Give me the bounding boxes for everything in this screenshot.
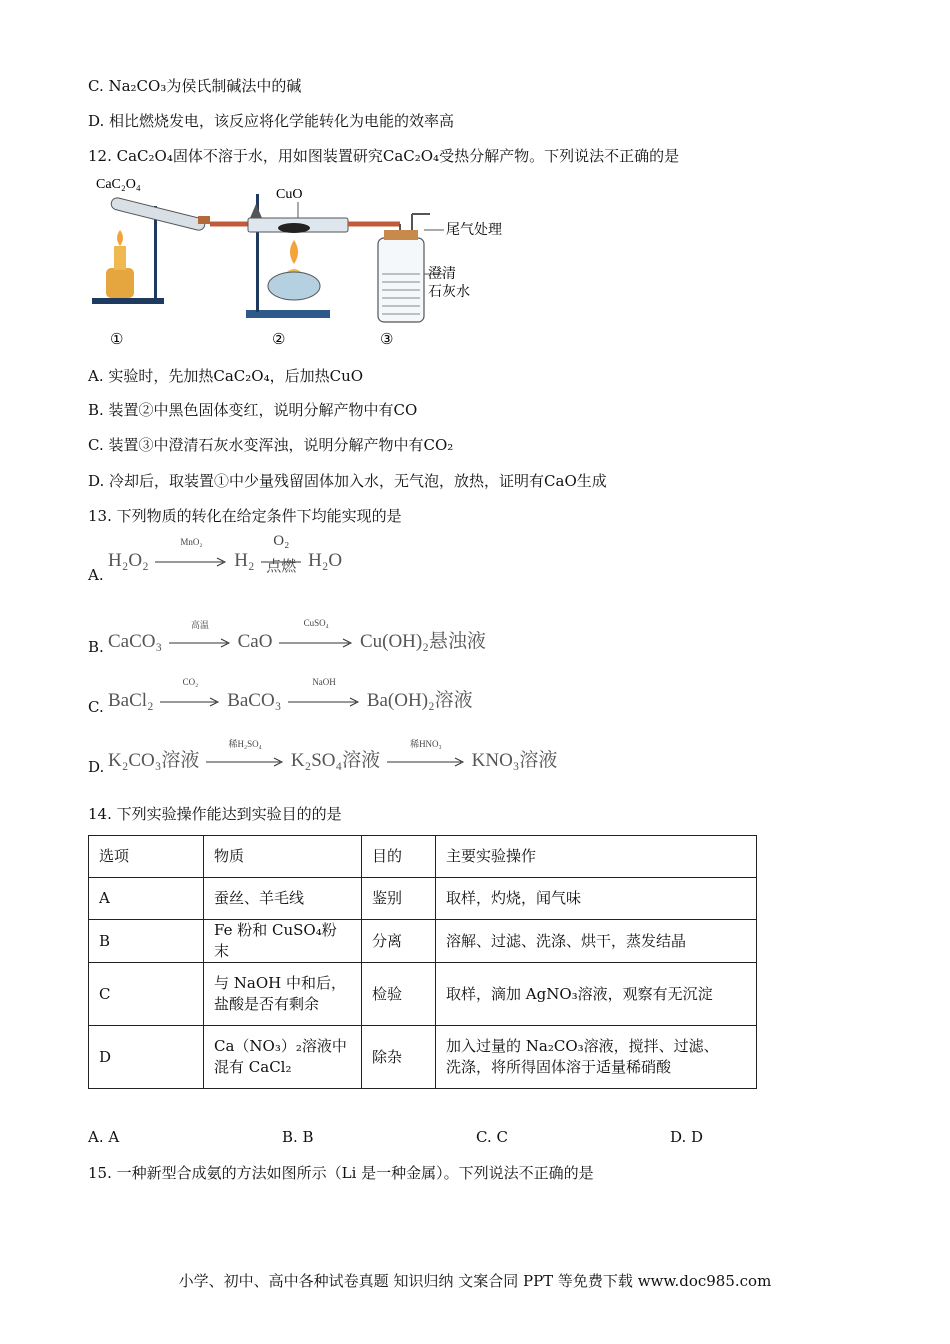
header-option: 选项 bbox=[89, 836, 204, 878]
q13-option-b-formula bbox=[108, 617, 486, 654]
q13-option-a-formula bbox=[108, 532, 343, 575]
q13-option-d-letter: D. bbox=[88, 758, 105, 776]
cell-purpose: 鉴别 bbox=[362, 878, 436, 920]
cell-operation-line-1: 取样，滴加 AgNO₃溶液，观察有无沉淀 bbox=[446, 984, 713, 1003]
clamp-2 bbox=[250, 204, 262, 218]
q13d-substance-3: KNO₃溶液 bbox=[471, 750, 558, 771]
q13b-substance-1: CaCO₃ bbox=[108, 631, 163, 652]
q13a-substance-1: H₂O₂ bbox=[108, 550, 149, 571]
q13a-condition-2-top: O₂ bbox=[273, 532, 290, 549]
right-arrow-icon bbox=[206, 757, 284, 767]
q13-option-d-formula bbox=[108, 738, 558, 773]
q13-option-c-letter: C. bbox=[88, 698, 104, 716]
q13a-arrow-1 bbox=[155, 536, 227, 573]
q14-table bbox=[88, 835, 757, 1089]
cell-option: A bbox=[89, 878, 204, 920]
question-12-option-c: C. 装置③中澄清石灰水变浑浊，说明分解产物中有CO₂ bbox=[88, 436, 454, 454]
q13a-substance-3: H₂O bbox=[308, 550, 343, 571]
q13d-substance-2: K₂SO₄溶液 bbox=[290, 750, 381, 771]
cell-substance bbox=[204, 1026, 362, 1089]
q13b-condition-1: 高温 bbox=[190, 619, 209, 630]
q13d-substance-1: K₂CO₃溶液 bbox=[108, 750, 200, 771]
flame-2 bbox=[290, 240, 298, 264]
q13b-condition-2: CuSO₄ bbox=[303, 617, 329, 628]
table-row bbox=[89, 920, 757, 963]
cell-substance bbox=[204, 878, 362, 920]
cell-operation-line-2: 洗涤，将所得固体溶于适量稀硝酸 bbox=[446, 1058, 672, 1076]
right-arrow-icon bbox=[160, 697, 220, 707]
right-arrow-icon bbox=[387, 757, 465, 767]
q13c-arrow-2 bbox=[288, 676, 360, 713]
q13c-substance-1: BaCl₂ bbox=[108, 690, 154, 711]
cell-substance-line-2: 盐酸是否有剩余 bbox=[214, 995, 320, 1013]
cell-substance-line-2: 混有 CaCl₂ bbox=[214, 1058, 292, 1076]
q13d-condition-1: 稀H₂SO₄ bbox=[228, 738, 262, 749]
label-limewater-1: 澄清 bbox=[428, 266, 456, 282]
cell-operation-line-1: 取样，灼烧，闻气味 bbox=[446, 889, 582, 907]
label-device-2: ② bbox=[272, 330, 286, 348]
answer-choice-a: A. A bbox=[88, 1128, 120, 1146]
cell-substance-line-1: 蚕丝、羊毛线 bbox=[214, 889, 305, 907]
right-arrow-icon bbox=[288, 697, 360, 707]
apparatus-diagram bbox=[88, 174, 508, 354]
q13c-condition-1: CO₂ bbox=[182, 676, 199, 687]
bottle-stopper bbox=[384, 230, 418, 240]
q13-option-b-letter: B. bbox=[88, 638, 104, 656]
table-row bbox=[89, 1026, 757, 1089]
flame-1 bbox=[117, 230, 123, 246]
cell-operation bbox=[436, 963, 757, 1026]
answer-choice-d: D. D bbox=[670, 1128, 704, 1146]
q13d-arrow-1 bbox=[206, 738, 284, 773]
question-13-stem: 13. 下列物质的转化在给定条件下均能实现的是 bbox=[88, 507, 402, 525]
cell-operation bbox=[436, 878, 757, 920]
q13-option-a-letter: A. bbox=[88, 566, 104, 584]
right-arrow-icon bbox=[279, 638, 353, 648]
header-substance: 物质 bbox=[204, 836, 362, 878]
q13c-substance-3: Ba(OH)₂溶液 bbox=[366, 690, 473, 711]
q13c-condition-2: NaOH bbox=[312, 676, 336, 687]
table-row bbox=[89, 878, 757, 920]
answer-choice-b: B. B bbox=[282, 1128, 314, 1146]
label-cac2o4: CaC₂O₄ bbox=[96, 177, 141, 192]
cell-option: B bbox=[89, 920, 204, 963]
q13a-condition-1: MnO₂ bbox=[180, 536, 203, 547]
question-15-stem: 15. 一种新型合成氨的方法如图所示（Li 是一种金属）。下列说法不正确的是 bbox=[88, 1164, 594, 1182]
burner-1-body bbox=[106, 268, 134, 298]
stopper-1 bbox=[198, 216, 210, 224]
q13-option-c-formula bbox=[108, 676, 473, 713]
label-limewater-2: 石灰水 bbox=[428, 284, 470, 300]
cell-purpose: 分离 bbox=[362, 920, 436, 963]
table-row bbox=[89, 963, 757, 1026]
question-12-option-d: D. 冷却后，取装置①中少量残留固体加入水，无气泡，放热，证明有CaO生成 bbox=[88, 472, 607, 490]
q13d-condition-2: 稀HNO₃ bbox=[410, 738, 442, 749]
cell-option: D bbox=[89, 1026, 204, 1089]
question-11-option-d: D. 相比燃烧发电，该反应将化学能转化为电能的效率高 bbox=[88, 112, 455, 130]
cell-substance bbox=[204, 920, 362, 963]
label-device-1: ① bbox=[110, 330, 124, 348]
label-device-3: ③ bbox=[380, 330, 394, 348]
question-12-option-a: A. 实验时，先加热CaC₂O₄，后加热CuO bbox=[88, 367, 364, 385]
right-arrow-icon bbox=[169, 638, 231, 648]
apparatus-figure bbox=[88, 174, 508, 358]
cell-substance-line-1: 与 NaOH 中和后， bbox=[214, 974, 346, 992]
q13b-arrow-2 bbox=[279, 617, 353, 654]
question-11-option-c: C. Na₂CO₃为侯氏制碱法中的碱 bbox=[88, 77, 302, 95]
alcohol-lamp-body bbox=[268, 272, 320, 300]
q13a-arrow-2 bbox=[261, 532, 301, 575]
question-12-stem: 12. CaC₂O₄固体不溶于水，用如图装置研究CaC₂O₄受热分解产物。下列说法不正确的是 bbox=[88, 147, 680, 165]
washing-bottle bbox=[378, 238, 424, 322]
label-tail-gas: 尾气处理 bbox=[446, 222, 502, 238]
cell-option: C bbox=[89, 963, 204, 1026]
table-header-row bbox=[89, 836, 757, 878]
cell-operation bbox=[436, 920, 757, 963]
right-arrow-icon bbox=[155, 557, 227, 567]
cell-operation-line-1: 加入过量的 Na₂CO₃溶液，搅拌、过滤、 bbox=[446, 1037, 719, 1055]
cell-purpose: 除杂 bbox=[362, 1026, 436, 1089]
cell-operation bbox=[436, 1026, 757, 1089]
q13b-substance-2: CaO bbox=[237, 631, 273, 652]
q13b-arrow-1 bbox=[169, 619, 231, 654]
header-operation: 主要实验操作 bbox=[436, 836, 757, 878]
question-14-stem: 14. 下列实验操作能达到实验目的的是 bbox=[88, 805, 342, 823]
q13c-substance-2: BaCO₃ bbox=[227, 690, 282, 711]
burner-1-tube bbox=[114, 246, 126, 270]
label-cuo: CuO bbox=[276, 187, 303, 202]
cell-substance bbox=[204, 963, 362, 1026]
stand-base-1 bbox=[92, 298, 164, 304]
page-footer: 小学、初中、高中各种试卷真题 知识归纳 文案合同 PPT 等免费下载 www.doc985.com bbox=[178, 1272, 772, 1290]
cell-substance-line-1: Ca（NO₃）₂溶液中 bbox=[214, 1037, 347, 1055]
q13b-substance-3: Cu(OH)₂悬浊液 bbox=[359, 631, 486, 652]
q13c-arrow-1 bbox=[160, 676, 220, 713]
q13a-condition-2-bottom: 点燃 bbox=[266, 558, 297, 575]
cell-substance-line-1: Fe 粉和 CuSO₄粉末 bbox=[214, 921, 337, 960]
question-12-option-b: B. 装置②中黑色固体变红，说明分解产物中有CO bbox=[88, 401, 418, 419]
q13a-substance-2: H₂ bbox=[234, 550, 255, 571]
header-purpose: 目的 bbox=[362, 836, 436, 878]
cuo-solid bbox=[278, 223, 310, 233]
cell-purpose: 检验 bbox=[362, 963, 436, 1026]
q13d-arrow-2 bbox=[387, 738, 465, 773]
cell-operation-line-1: 溶解、过滤、洗涤、烘干，蒸发结晶 bbox=[446, 931, 687, 950]
test-tube-1 bbox=[110, 197, 206, 232]
answer-choice-c: C. C bbox=[476, 1128, 508, 1146]
